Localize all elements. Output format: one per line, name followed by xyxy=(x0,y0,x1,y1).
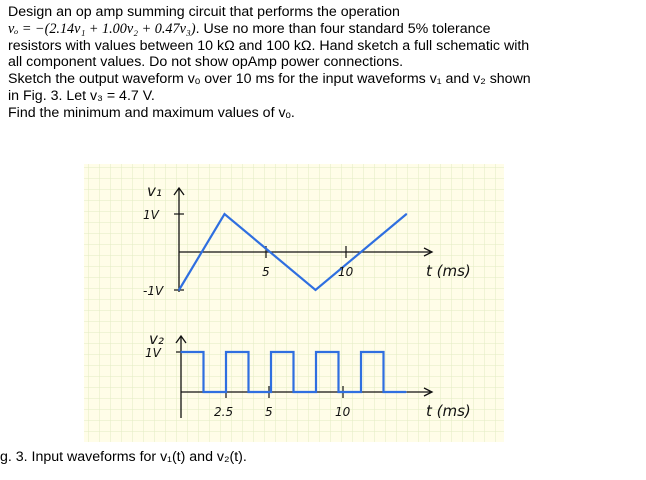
x-tick-label: 5 xyxy=(262,265,270,279)
problem-line-2 xyxy=(8,21,638,38)
data-point xyxy=(360,351,362,353)
figure-caption: g. 3. Input waveforms for v₁(t) and v₂(t). xyxy=(0,449,247,465)
equation: vₒ = −(2.14v₁ + 1.00v₂ + 0.47v₃) xyxy=(8,20,196,37)
data-point xyxy=(338,391,340,393)
data-point xyxy=(315,289,317,291)
problem-line-2-rest: . Use no more than four standard 5% tolerance xyxy=(195,20,491,37)
x-tick-label: 2.5 xyxy=(214,405,234,419)
data-point xyxy=(248,351,250,353)
y-tick-label: 1V xyxy=(143,208,159,222)
data-point xyxy=(203,351,205,353)
x-axis-label: t (ms) xyxy=(426,402,471,420)
y-tick-label: 1V xyxy=(145,346,161,360)
data-point xyxy=(360,391,362,393)
problem-line-7: Find the minimum and maximum values of vₒ. xyxy=(8,104,295,121)
x-tick-label: 10 xyxy=(335,405,351,419)
problem-line-4: all component values. Do not show opAmp power connections. xyxy=(8,54,404,71)
x-tick-label: 5 xyxy=(265,405,273,419)
data-point xyxy=(383,391,385,393)
x-axis-label: t (ms) xyxy=(426,262,471,280)
y-tick-label: -1V xyxy=(143,284,164,298)
data-point xyxy=(383,351,385,353)
problem-line-6: in Fig. 3. Let v₃ = 4.7 V. xyxy=(8,87,155,104)
data-point xyxy=(224,213,226,215)
problem-line-5: Sketch the output waveform vₒ over 10 ms for the input waveforms v₁ and v₂ shown xyxy=(8,71,531,88)
data-point xyxy=(225,391,227,393)
data-point xyxy=(315,391,317,393)
data-point xyxy=(315,351,317,353)
y-axis-label: v₁ xyxy=(147,182,162,200)
graph-paper-grid xyxy=(84,164,504,442)
data-point xyxy=(405,391,407,393)
waveform-figure xyxy=(0,156,646,446)
y-axis-label: v₂ xyxy=(149,330,164,348)
data-point xyxy=(203,391,205,393)
data-point xyxy=(270,391,272,393)
data-point xyxy=(178,289,180,291)
data-point xyxy=(248,391,250,393)
data-point xyxy=(338,351,340,353)
problem-statement xyxy=(8,4,638,122)
data-point xyxy=(225,351,227,353)
data-point xyxy=(180,351,182,353)
data-point xyxy=(406,213,408,215)
data-point xyxy=(270,351,272,353)
problem-line-3: resistors with values between 10 kΩ and 100 kΩ. Hand sketch a full schematic with xyxy=(8,37,530,54)
data-point xyxy=(293,351,295,353)
x-tick-label: 10 xyxy=(338,265,354,279)
data-point xyxy=(293,391,295,393)
problem-line-1: Design an op amp summing circuit that performs the operation xyxy=(8,4,400,20)
